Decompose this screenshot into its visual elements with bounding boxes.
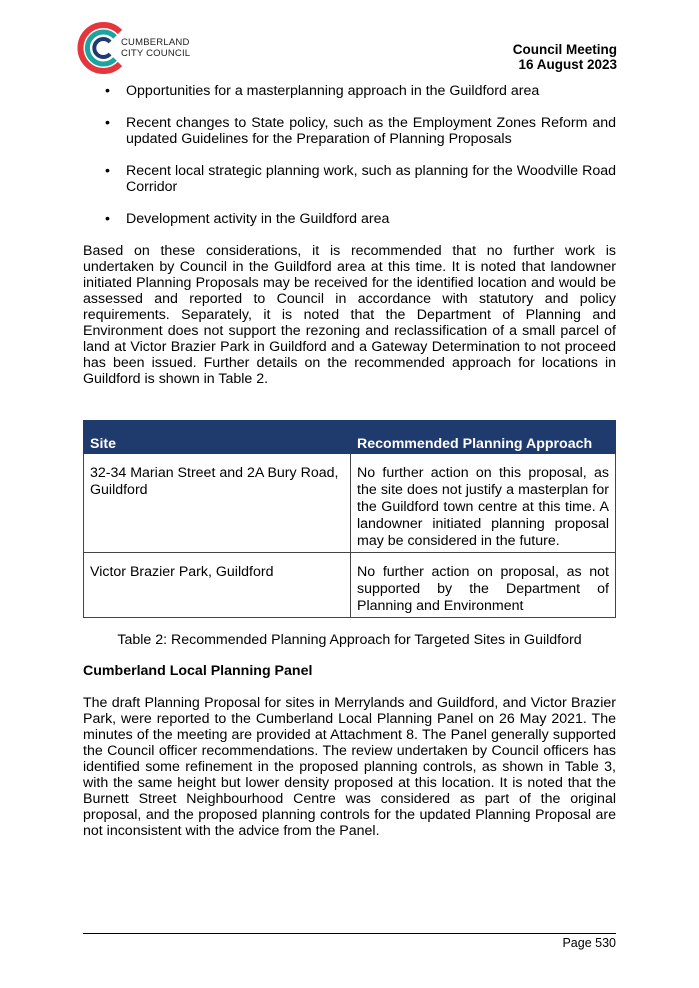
meeting-date: 16 August 2023 (518, 57, 617, 72)
bullet-item (83, 211, 616, 227)
considerations-paragraph: Based on these considerations, it is recommended that no further work is undertaken by Council in the Guildford area at this time. It is noted that landowner initiated Planning Proposals may be received for the identified location and would be assessed and reported to Council in accordance with statutory and policy requirements. Separately, it is noted that the Department of Planning and Environment does not support the rezoning and reclassification of a small parcel of land at Victor Brazier Park in Guildford and a Gateway Determination to not proceed has been issued. Further details on the recommended approach for locations in Guildford is shown in Table 2. (83, 243, 616, 387)
logo-line-2: CITY COUNCIL (121, 48, 191, 59)
column-header-approach: Recommended Planning Approach (351, 421, 616, 454)
table-header-row (84, 421, 616, 454)
page-number: Page 530 (562, 936, 616, 950)
section-heading: Cumberland Local Planning Panel (83, 663, 313, 679)
table-row (84, 454, 616, 553)
table-row (84, 553, 616, 618)
bullet-dot-icon: • (105, 163, 110, 179)
meeting-title: Council Meeting (512, 42, 617, 57)
cell-site: Victor Brazier Park, Guildford (84, 553, 351, 618)
bullet-item (83, 83, 616, 99)
bullet-list (83, 83, 616, 227)
column-header-site: Site (84, 421, 351, 454)
cell-approach: No further action on this proposal, as the site does not justify a masterplan for the Guildford town centre at this time. A landowner initiated planning proposal may be considered in the future. (351, 454, 616, 553)
bullet-text: Opportunities for a masterplanning approach in the Guildford area (126, 83, 540, 99)
footer-divider (83, 933, 616, 934)
bullet-item (83, 115, 616, 147)
bullet-dot-icon: • (105, 115, 110, 131)
bullet-dot-icon: • (105, 83, 110, 99)
document-body (83, 83, 616, 839)
logo-line-1: CUMBERLAND (121, 37, 190, 48)
bullet-dot-icon: • (105, 211, 110, 227)
bullet-item (83, 163, 616, 195)
logo-text (121, 37, 190, 59)
planning-approach-table (83, 420, 616, 618)
bullet-text: Development activity in the Guildford area (126, 211, 390, 227)
meeting-info (513, 42, 617, 72)
cell-site: 32-34 Marian Street and 2A Bury Road, Guildford (84, 454, 351, 553)
table-caption: Table 2: Recommended Planning Approach for Targeted Sites in Guildford (117, 632, 582, 648)
panel-paragraph: The draft Planning Proposal for sites in Merrylands and Guildford, and Victor Brazier Park, were reported to the Cumberland Local Planning Panel on 26 May 2021. The minutes of the meeting are provided at Attachment 8. The Panel generally supported the Council officer recommendations. The review undertaken by Council officers has identified some refinement in the proposed planning controls, as shown in Table 3, with the same height but lower density proposed at this location. It is noted that the Burnett Street Neighbourhood Centre was considered as part of the original proposal, and the proposed planning controls for the updated Planning Proposal are not inconsistent with the advice from the Panel. (83, 695, 616, 839)
cell-approach: No further action on proposal, as not supported by the Department of Planning and Environment (351, 553, 616, 618)
bullet-text: Recent changes to State policy, such as the Employment Zones Reform and updated Guidelines for the Preparation of Planning Proposals (126, 115, 616, 147)
bullet-text: Recent local strategic planning work, such as planning for the Woodville Road Corridor (126, 163, 616, 195)
